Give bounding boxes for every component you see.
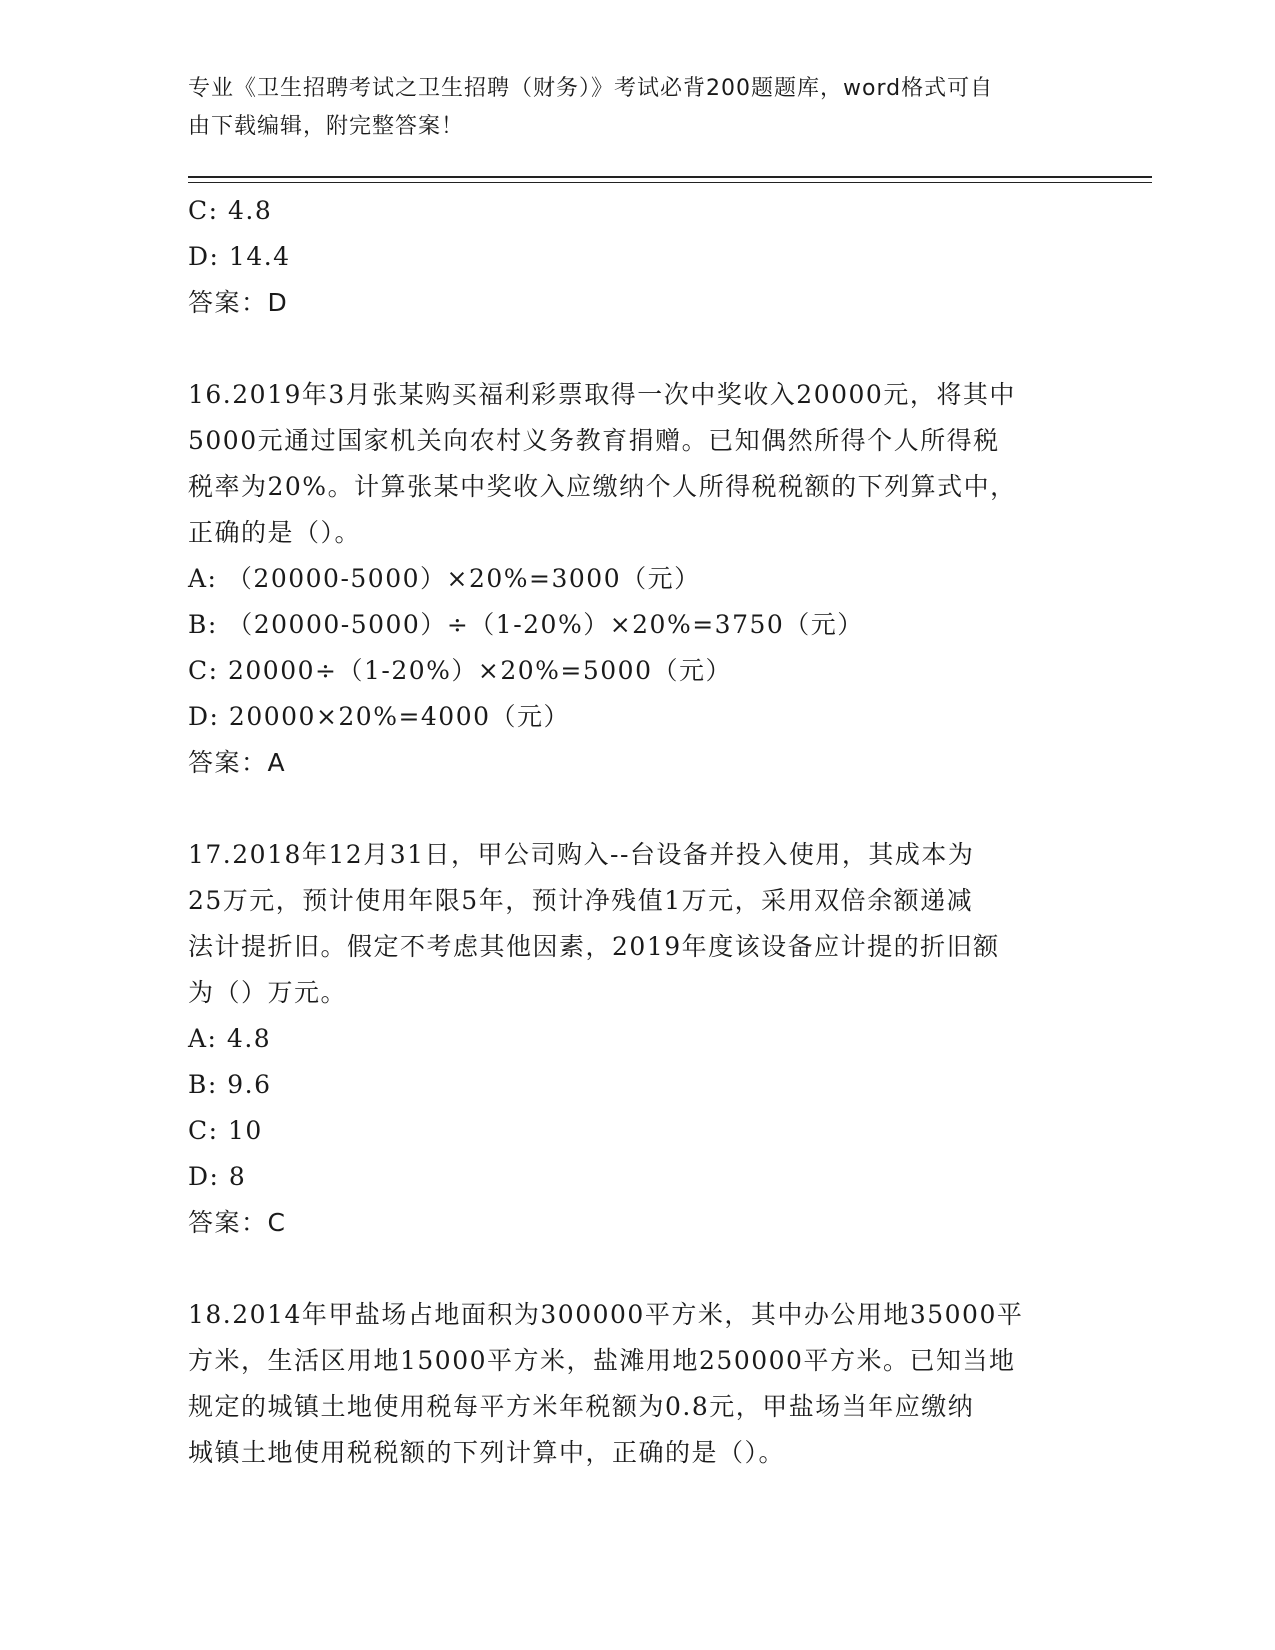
question-text-line: 规定的城镇土地使用税每平方米年税额为0.8元，甲盐场当年应缴纳: [188, 1392, 975, 1421]
option-b: B: 9.6: [188, 1070, 272, 1099]
header-title-line-1: 专业《卫生招聘考试之卫生招聘（财务）》考试必背200题题库，word格式可自: [188, 76, 994, 101]
question-text-line: 税率为20%。计算张某中奖收入应缴纳个人所得税税额的下列算式中，: [188, 472, 1017, 501]
answer-line: 答案：C: [188, 1208, 287, 1237]
question-block-continued: [188, 188, 1088, 326]
header-divider-thin: [188, 182, 1152, 183]
option-a: A: 4.8: [188, 1024, 272, 1053]
header-divider-thick: [188, 176, 1152, 178]
question-list: [188, 188, 1088, 1476]
spacer: [188, 1246, 1088, 1292]
header-title-line-2: 由下载编辑，附完整答案！: [188, 114, 465, 139]
option-b: B: （20000-5000）÷（1-20%）×20%=3750（元）: [188, 610, 864, 639]
option-a: A: （20000-5000）×20%=3000（元）: [188, 564, 701, 593]
option-d: D: 20000×20%=4000（元）: [188, 702, 571, 731]
document-header: [188, 70, 1068, 146]
question-text-line: 城镇土地使用税税额的下列计算中，正确的是（）。: [188, 1438, 786, 1467]
question-text-line: 16.2019年3月张某购买福利彩票取得一次中奖收入20000元，将其中: [188, 380, 1016, 409]
question-block-17: [188, 832, 1088, 1246]
question-block-16: [188, 372, 1088, 786]
question-text-line: 正确的是（）。: [188, 518, 362, 547]
option-d: D: 8: [188, 1162, 247, 1191]
question-block-18: [188, 1292, 1088, 1476]
option-c: C: 20000÷（1-20%）×20%=5000（元）: [188, 656, 732, 685]
question-text-line: 17.2018年12月31日，甲公司购入--台设备并投入使用，其成本为: [188, 840, 975, 869]
question-text-line: 法计提折旧。假定不考虑其他因素，2019年度该设备应计提的折旧额: [188, 932, 1000, 961]
option-d: D: 14.4: [188, 242, 291, 271]
question-text-line: 为（）万元。: [188, 978, 348, 1007]
question-text-line: 方米，生活区用地15000平方米，盐滩用地250000平方米。已知当地: [188, 1346, 1016, 1375]
answer-line: 答案：A: [188, 748, 287, 777]
answer-line: 答案：D: [188, 288, 289, 317]
spacer: [188, 326, 1088, 372]
option-c: C: 4.8: [188, 196, 273, 225]
question-text-line: 25万元，预计使用年限5年，预计净残值1万元，采用双倍余额递减: [188, 886, 974, 915]
question-text-line: 18.2014年甲盐场占地面积为300000平方米，其中办公用地35000平: [188, 1300, 1024, 1329]
spacer: [188, 786, 1088, 832]
option-c: C: 10: [188, 1116, 263, 1145]
question-text-line: 5000元通过国家机关向农村义务教育捐赠。已知偶然所得个人所得税: [188, 426, 1000, 455]
